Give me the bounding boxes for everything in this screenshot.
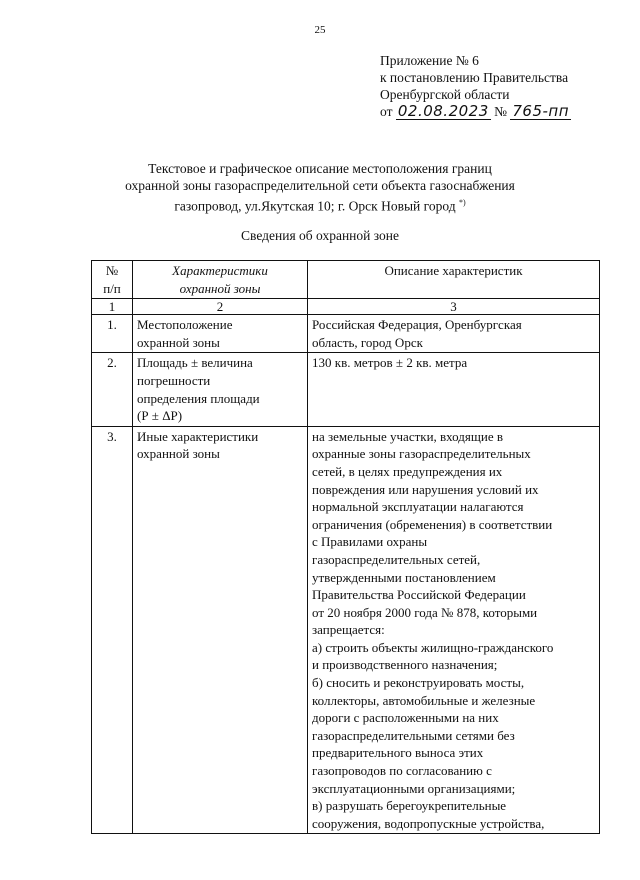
header-number-line-1: № [105,263,119,278]
characteristic-line: охранной зоны [137,446,220,462]
title-line-2: охранной зоны газораспределительной сети объекта газоснабжения [125,178,515,193]
description-line: дороги с расположенными на них [312,710,499,726]
description-line: а) строить объекты жилищно-гражданского [312,639,554,655]
table-row [92,353,600,426]
header-char-line-2: охранной зоны [179,280,261,296]
date-prefix: от [380,104,393,119]
description-line: утвержденными постановлением [312,569,496,585]
appendix-title: Приложение № 6 [380,53,479,68]
column-number-row [92,299,600,315]
row-number: 1. [92,315,133,353]
description-line: от 20 ноября 2000 года № 878, которыми [312,604,538,620]
description-line: сетей, в целях предупреждения их [312,463,503,479]
description-line: 130 кв. метров ± 2 кв. метра [312,355,468,371]
characteristic-line: Иные характеристики [137,428,259,444]
handwritten-date: 02.08.2023 [397,102,489,120]
description-line: Российская Федерация, Оренбургская [312,317,522,333]
description-line: с Правилами охраны [312,534,428,550]
zone-info-table [91,260,600,834]
header-col-characteristics [133,261,308,299]
section-subtitle: Сведения об охранной зоне [241,228,399,243]
header-char-line-1: Характеристики [172,263,268,278]
number-prefix: № [494,104,508,119]
description-line: и производственного назначения; [312,657,498,673]
row-description [308,426,600,834]
page-number: 25 [314,24,326,36]
row-number: 2. [92,353,133,426]
description-line: предварительного выноса этих [312,745,484,761]
description-line: область, город Орск [312,334,423,350]
description-line: газораспределительными сетями без [312,727,515,743]
characteristic-line: Площадь ± величина [137,355,253,371]
footnote-mark: *) [458,198,466,207]
column-number-3: 3 [308,299,600,315]
description-line: сооружения, водопропускные устройства, [312,815,545,831]
description-line: б) сносить и реконструировать мосты, [312,675,525,691]
table-row [92,315,600,353]
description-line: эксплуатационными организациями; [312,780,516,796]
appendix-decree: к постановлению Правительства [380,70,569,85]
description-line: повреждения или нарушения условий их [312,481,539,497]
description-line: газопроводов по согласованию с [312,763,492,779]
description-line: в) разрушать берегоукрепительные [312,798,507,814]
row-number: 3. [92,426,133,834]
header-col-description: Описание характеристик [308,261,600,299]
appendix-date-line [380,103,571,120]
row-characteristic [133,426,308,834]
row-characteristic [133,353,308,426]
description-line: охранные зоны газораспределительных [312,446,531,462]
row-description [308,353,600,426]
header-col-number [92,261,133,299]
title-line-1: Текстовое и графическое описание местоположения границ [148,161,492,176]
characteristic-line: погрешности [137,372,211,388]
description-line: нормальной эксплуатации налагаются [312,499,524,515]
table-row [92,426,600,834]
handwritten-number: 765-пп [512,102,570,120]
characteristic-line: Местоположение [137,317,233,333]
characteristic-line: охранной зоны [137,334,220,350]
column-number-2: 2 [133,299,308,315]
row-description [308,315,600,353]
column-number-1: 1 [92,299,133,315]
appendix-header [380,52,571,120]
characteristic-line: определения площади [137,390,260,406]
title-line-3-text: газопровод, ул.Якутская 10; г. Орск Новый город [174,198,456,214]
description-line: Правительства Российской Федерации [312,587,526,603]
document-title [40,160,600,215]
title-line-3 [40,194,600,215]
appendix-region: Оренбургской области [380,87,510,102]
row-characteristic [133,315,308,353]
description-line: коллекторы, автомобильные и железные [312,692,536,708]
description-line: запрещается: [312,622,385,638]
header-number-line-2: п/п [103,280,121,296]
description-line: газораспределительных сетей, [312,551,481,567]
description-line: ограничения (обременения) в соответствии [312,516,553,532]
description-line: на земельные участки, входящие в [312,428,504,444]
table-header-row [92,261,600,299]
characteristic-line: (Р ± ΔР) [137,408,183,424]
